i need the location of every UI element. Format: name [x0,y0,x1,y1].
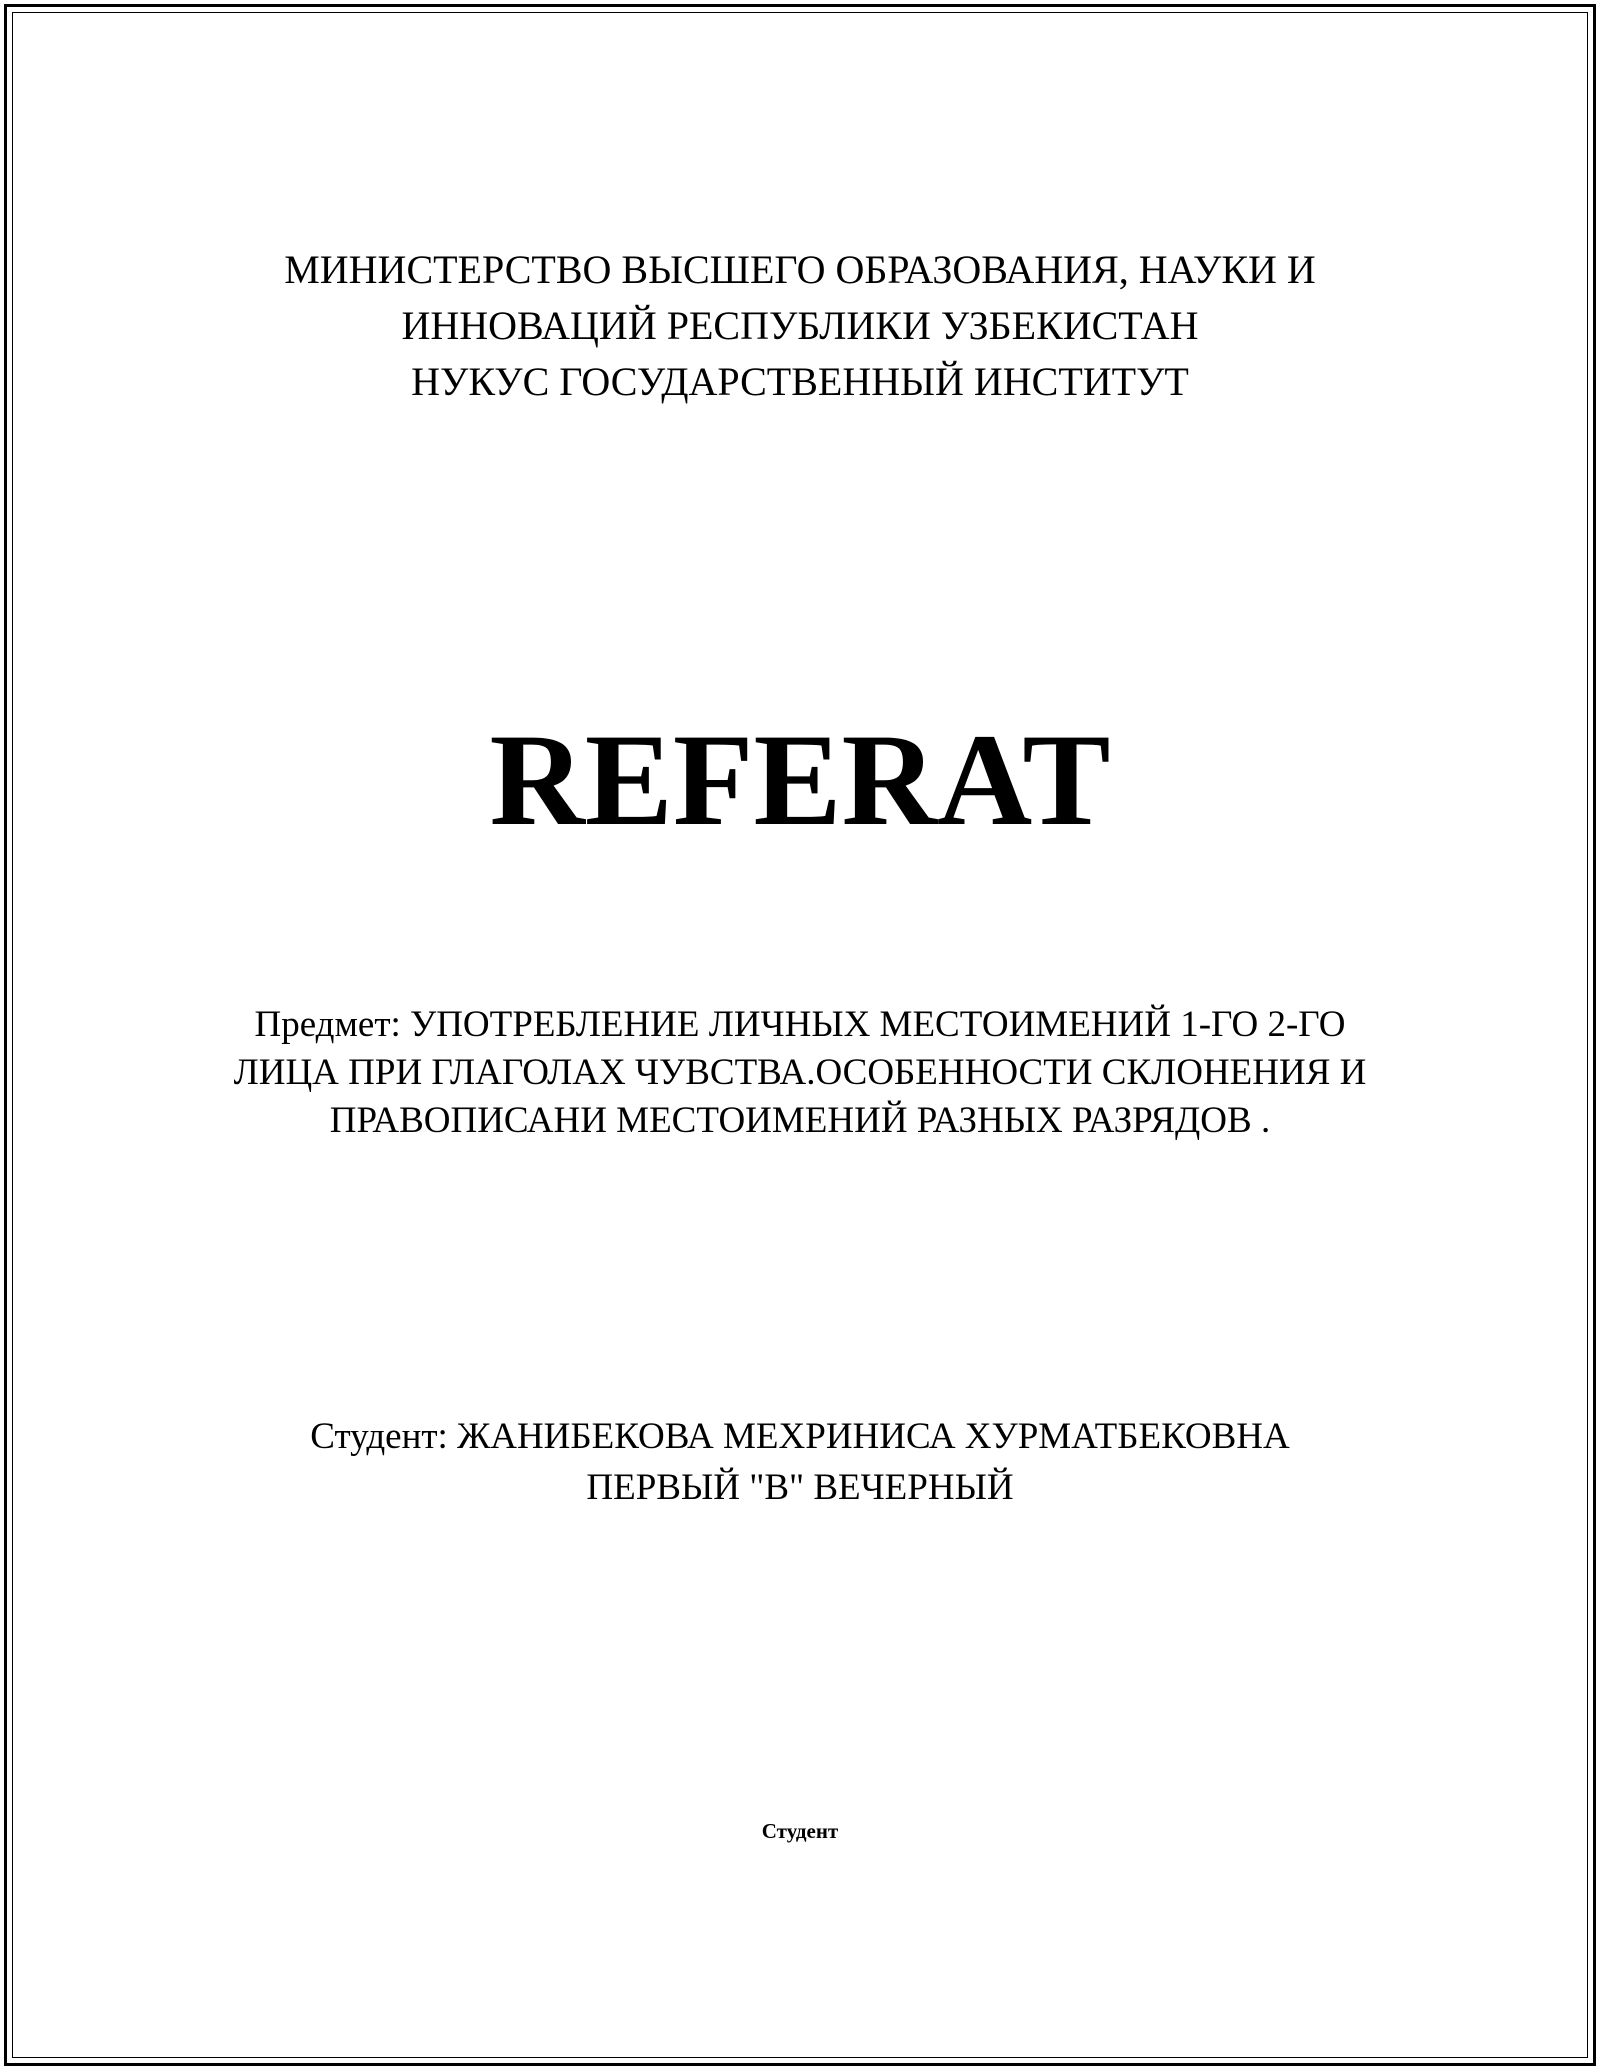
student-block [0,1411,1600,1513]
document-title: REFERAT [489,706,1111,853]
subject-line: ПРАВОПИСАНИ МЕСТОИМЕНИЙ РАЗНЫХ РАЗРЯДОВ . [329,1100,1271,1141]
student-name-line: Студент: ЖАНИБЕКОВА МЕХРИНИСА ХУРМАТБЕКОВНА [310,1416,1290,1457]
subject-block [0,1001,1600,1145]
subject-line: ЛИЦА ПРИ ГЛАГОЛАХ ЧУВСТВА.ОСОБЕННОСТИ СКЛОНЕНИЯ И [233,1052,1367,1093]
ministry-header [0,242,1600,410]
header-line: МИНИСТЕРСТВО ВЫСШЕГО ОБРАЗОВАНИЯ, НАУКИ И [284,247,1316,292]
footer-student-label: Студент [761,1819,839,1843]
subject-line: Предмет: УПОТРЕБЛЕНИЕ ЛИЧНЫХ МЕСТОИМЕНИЙ 1-ГО 2-ГО [254,1004,1346,1045]
header-line: ИННОВАЦИЙ РЕСПУБЛИКИ УЗБЕКИСТАН [401,303,1199,348]
header-line: НУКУС ГОСУДАРСТВЕННЫЙ ИНСТИТУТ [411,359,1189,404]
student-group-line: ПЕРВЫЙ "В" ВЕЧЕРНЫЙ [586,1467,1014,1508]
